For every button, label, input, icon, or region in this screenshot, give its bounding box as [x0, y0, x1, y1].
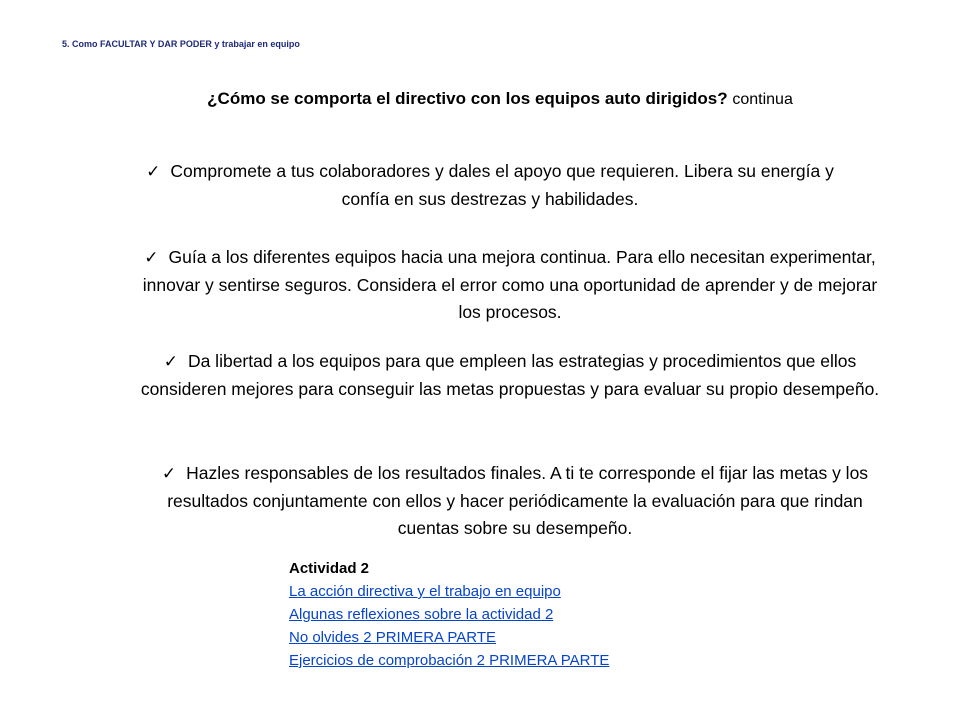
bullet-item-3 [130, 348, 890, 403]
checkmark-icon: ✓ [163, 352, 178, 372]
checkmark-icon: ✓ [146, 162, 161, 182]
page-title-suffix: continua [732, 91, 793, 108]
bullet-item-text: Hazles responsables de los resultados finales. A ti te corresponde el fijar las metas y los resultados conjuntamente con ellos y hacer periódicamente la evaluación para que rindan cuentas sobre su desempeño. [167, 463, 869, 538]
bullet-item-text: Da libertad a los equipos para que empleen las estrategias y procedimientos que ellos consideren mejores para conseguir las metas propuestas y para evaluar su propio desempeño. [140, 351, 880, 399]
activity-link-no-olvides[interactable]: No olvides 2 PRIMERA PARTE [289, 629, 497, 646]
activity-title: Actividad 2 [289, 560, 370, 577]
activity-link-accion-directiva[interactable]: La acción directiva y el trabajo en equipo [289, 583, 561, 600]
checkmark-icon: ✓ [144, 248, 159, 268]
page-title-question: ¿Cómo se comporta el directivo con los equipos auto dirigidos? [207, 89, 728, 108]
bullet-item-4 [160, 460, 870, 542]
activity-block [289, 557, 609, 672]
checkmark-icon: ✓ [161, 464, 177, 484]
bullet-item-text: Compromete a tus colaboradores y dales el apoyo que requieren. Libera su energía y confía en sus destrezas y habilidades. [170, 161, 834, 209]
bullet-item-1 [145, 158, 835, 213]
bullet-item-2 [135, 244, 885, 326]
activity-link-reflexiones[interactable]: Algunas reflexiones sobre la actividad 2 [289, 606, 554, 623]
section-tag: 5. Como FACULTAR Y DAR PODER y trabajar en equipo [62, 39, 300, 49]
activity-link-ejercicios[interactable]: Ejercicios de comprobación 2 PRIMERA PARTE [289, 652, 610, 669]
bullet-item-text: Guía a los diferentes equipos hacia una mejora continua. Para ello necesitan experimentar, innovar y sentirse seguros. Considera el error como una oportunidad de aprender y de mejorar los procesos. [142, 247, 878, 322]
page-title [0, 89, 960, 109]
